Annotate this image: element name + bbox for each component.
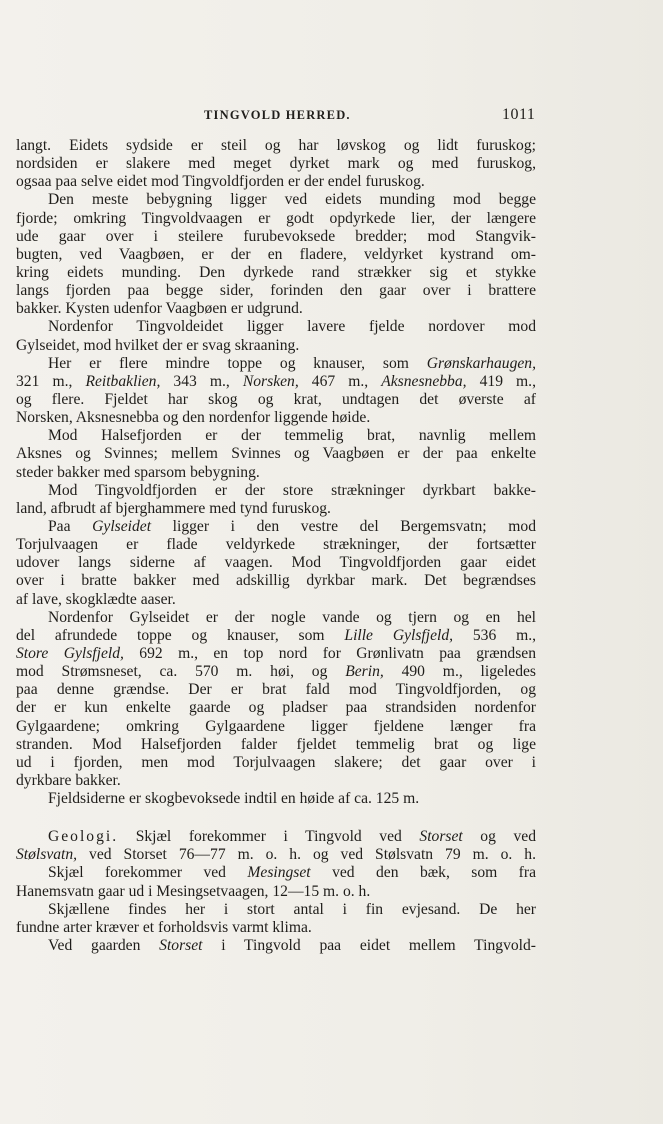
text-run: 419 m., — [466, 372, 536, 390]
text-run: Her er flere mindre toppe og knauser, som — [48, 354, 427, 372]
text-line — [16, 864, 536, 882]
italic-term: Store Gylsfjeld, — [16, 644, 124, 662]
text-run: dyrkbare bakker. — [16, 771, 121, 789]
text-line — [16, 627, 536, 645]
text-run: steder bakker med sparsom bebygning. — [16, 463, 260, 481]
text-run: Skjæl forekommer ved — [48, 864, 248, 882]
text-line — [16, 210, 536, 228]
text-line — [16, 464, 536, 482]
text-run: ogsaa paa selve eidet mod Tingvoldfjorden er der endel furuskog. — [16, 173, 425, 191]
text-run: fundne arter kræver et forholdsvis varmt klima. — [16, 918, 312, 936]
text-run: Den meste bebygning ligger ved eidets munding mod begge — [48, 191, 536, 209]
text-line — [16, 191, 536, 209]
page-header — [0, 108, 663, 128]
text-run: Skjællene findes her i stort antal i fin evjesand. De her — [48, 900, 536, 918]
text-line — [16, 663, 536, 681]
text-run: Norsken, Aksnesnebba og den nordenfor liggende høide. — [16, 409, 371, 427]
text-line — [16, 754, 536, 772]
text-line — [16, 645, 536, 663]
text-run: Hanemsvatn gaar ud i Mesingsetvaagen, 12—15 m. o. h. — [16, 882, 371, 900]
italic-term: Gylseidet — [92, 517, 152, 535]
text-run: ligger i den vestre del Bergemsvatn; mod — [151, 517, 536, 535]
italic-term: Aksnesnebba, — [381, 372, 467, 390]
text-line — [16, 355, 536, 373]
text-run: og ved — [462, 828, 536, 846]
text-run: bugten, ved Vaagbøen, er der en fladere, veldyrket kystrand om- — [16, 245, 536, 263]
text-run: der er kun enkelte gaarde og pladser paa strandsiden nordenfor — [16, 699, 536, 717]
text-run: Torjulvaagen er flade veldyrkede strækninger, der fortsætter — [16, 536, 536, 554]
text-line — [16, 300, 536, 318]
text-line — [16, 409, 536, 427]
text-line — [16, 901, 536, 919]
text-run: og flere. Fjeldet har skog og krat, undtagen det øverste af — [16, 390, 536, 408]
text-line — [16, 445, 536, 463]
italic-term: Lille Gylsfjeld, — [344, 626, 454, 644]
italic-term: Norsken, — [242, 372, 299, 390]
text-run: stranden. Mod Halsefjorden falder fjeldet temmelig brat og lige — [16, 735, 536, 753]
text-run: Aksnes og Svinnes; mellem Svinnes og Vaagbøen er der paa enkelte — [16, 445, 536, 463]
text-run: 343 m., — [160, 372, 243, 390]
text-line — [16, 846, 536, 864]
text-line — [16, 572, 536, 590]
text-run: mod Strømsneset, ca. 570 m. høi, og — [16, 663, 346, 681]
text-run: kring eidets munding. Den dyrkede rand strækker sig et stykke — [16, 263, 536, 281]
text-line — [16, 681, 536, 699]
text-run: Mod Halsefjorden er der temmelig brat, navnlig mellem — [48, 427, 536, 445]
text-run: af lave, skogklædte aaser. — [16, 590, 176, 608]
text-line — [16, 591, 536, 609]
text-run: 467 m., — [298, 372, 382, 390]
text-line — [16, 391, 536, 409]
text-run: langs fjorden paa begge sider, forinden den gaar over i brattere — [16, 282, 536, 300]
text-run: bakker. Kysten udenfor Vaagbøen er udgrund. — [16, 300, 303, 318]
text-line — [16, 173, 536, 191]
text-line — [16, 246, 536, 264]
text-line — [16, 790, 536, 808]
text-line — [16, 554, 536, 572]
text-line — [16, 518, 536, 536]
text-line — [16, 282, 536, 300]
italic-term: Storset — [159, 937, 203, 955]
italic-term: Berin, — [345, 663, 384, 681]
text-line — [16, 828, 536, 846]
text-run: 692 m., en top nord for Grønlivatn paa grændsen — [123, 644, 536, 662]
text-line — [16, 718, 536, 736]
text-line — [16, 427, 536, 445]
text-run: del afrundede toppe og knauser, som — [16, 626, 345, 644]
italic-term: Reitbaklien, — [85, 372, 161, 390]
italic-term: Stølsvatn, — [16, 846, 78, 864]
text-line — [16, 500, 536, 518]
text-run: 321 m., — [16, 372, 86, 390]
text-run: Gylseidet, mod hvilket der er svag skraaning. — [16, 336, 300, 354]
text-line — [16, 337, 536, 355]
text-run: land, afbrudt af bjerghammere med tynd furuskog. — [16, 499, 331, 517]
text-line — [16, 699, 536, 717]
text-run: over i bratte bakker med adskillig dyrkbar mark. Det begrændses — [16, 572, 536, 590]
text-line — [16, 736, 536, 754]
text-run: Paa — [48, 517, 93, 535]
section-gap — [16, 808, 536, 828]
text-line — [16, 883, 536, 901]
text-line — [16, 536, 536, 554]
body-text — [16, 137, 536, 955]
text-run: langt. Eidets sydside er steil og har løvskog og lidt furuskog; — [16, 137, 536, 154]
text-line — [16, 482, 536, 500]
text-run: 536 m., — [453, 626, 536, 644]
text-line — [16, 264, 536, 282]
text-run: nordsiden er slakere med meget dyrket mark og med furuskog, — [16, 155, 536, 173]
text-run: Gylgaardene; omkring Gylgaardene ligger fjeldene længer fra — [16, 717, 536, 735]
text-line — [16, 609, 536, 627]
text-run: fjorde; omkring Tingvoldvaagen er godt opdyrkede lier, der længere — [16, 209, 536, 227]
text-line — [16, 937, 536, 955]
text-run: Skjæl forekommer i Tingvold ved — [118, 828, 420, 846]
text-run: Geologi. — [48, 828, 119, 846]
italic-term: Storset — [419, 828, 463, 846]
text-line — [16, 318, 536, 336]
text-run: 490 m., ligeledes — [383, 663, 536, 681]
text-run: Nordenfor Gylseidet er der nogle vande og tjern og en hel — [48, 608, 536, 626]
text-line — [16, 228, 536, 246]
text-run: Ved gaarden — [48, 937, 160, 955]
text-line — [16, 155, 536, 173]
text-line — [16, 919, 536, 937]
text-run: i Tingvold paa eidet mellem Tingvold- — [202, 937, 536, 955]
text-run: Nordenfor Tingvoldeidet ligger lavere fjelde nordover mod — [48, 318, 536, 336]
running-title: TINGVOLD HERRED. — [204, 108, 351, 122]
text-run: Fjeldsiderne er skogbevoksede indtil en høide af ca. 125 m. — [48, 790, 420, 808]
text-line — [16, 373, 536, 391]
text-run: ude gaar over i steilere furubevoksede bredder; mod Stangvik- — [16, 227, 536, 245]
text-run: ved den bæk, som fra — [310, 864, 536, 882]
text-run: ved Storset 76—77 m. o. h. og ved Stølsvatn 79 m. o. h. — [77, 846, 536, 864]
italic-term: Mesingset — [247, 864, 311, 882]
text-run: udover langs siderne af vaagen. Mod Tingvoldfjorden gaar eidet — [16, 554, 536, 572]
italic-term: Grønskarhaugen, — [426, 354, 536, 372]
text-line — [16, 772, 536, 790]
page-number: 1011 — [502, 106, 536, 123]
text-run: Mod Tingvoldfjorden er der store strækninger dyrkbart bakke- — [48, 481, 536, 499]
text-line — [16, 137, 536, 155]
text-run: paa denne grændse. Der er brat fald mod Tingvoldfjorden, og — [16, 681, 536, 699]
text-run: ud i fjorden, men mod Torjulvaagen slakere; det gaar over i — [16, 753, 536, 771]
